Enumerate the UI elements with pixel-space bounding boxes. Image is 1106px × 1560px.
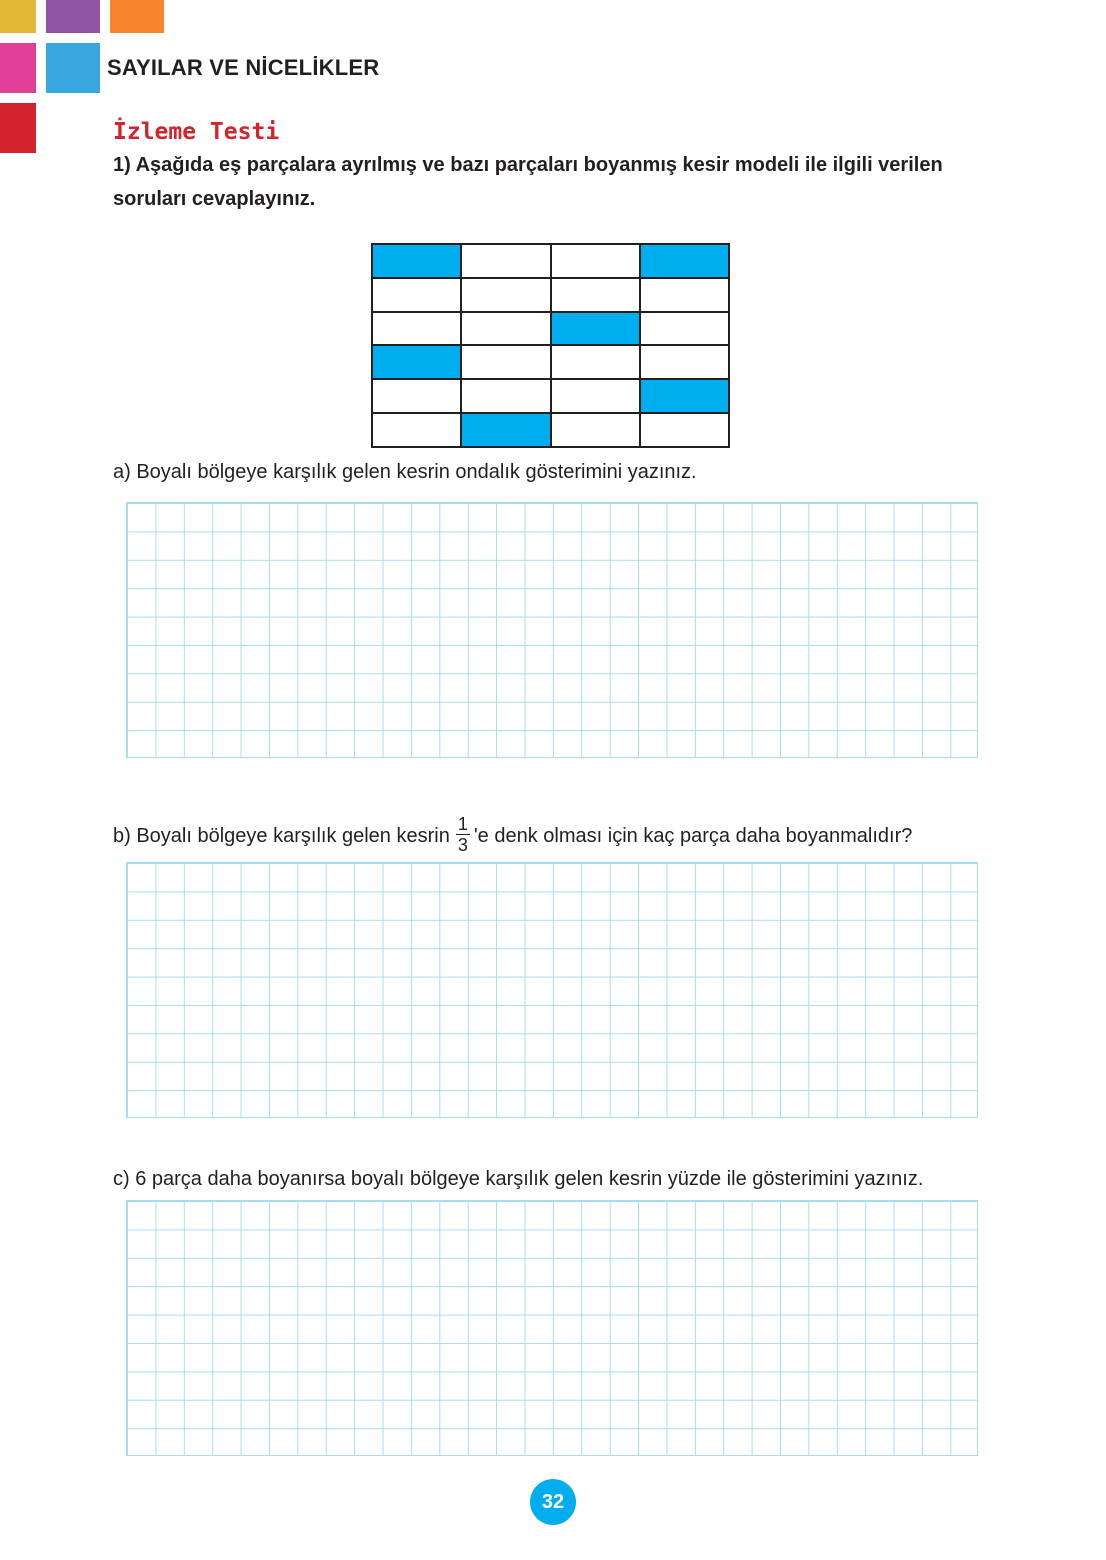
model-cell-shaded xyxy=(640,379,729,413)
model-cell xyxy=(461,379,550,413)
deco-square-yellow xyxy=(0,0,36,33)
deco-square-red xyxy=(0,103,36,153)
deco-square-blue xyxy=(46,43,100,93)
model-cell xyxy=(551,379,640,413)
fraction-one-third xyxy=(456,815,470,854)
model-cell xyxy=(372,413,461,447)
model-cell xyxy=(551,278,640,312)
fraction-numerator: 1 xyxy=(457,814,468,834)
model-cell xyxy=(640,312,729,346)
model-cell xyxy=(461,345,550,379)
answer-grid-b[interactable] xyxy=(126,862,978,1118)
model-cell xyxy=(551,244,640,278)
question-1-text: 1) Aşağıda eş parçalara ayrılmış ve bazı parçaları boyanmış kesir modeli ile ilgili verilen soruları cevaplayınız. xyxy=(113,154,943,210)
model-cell-shaded xyxy=(372,345,461,379)
model-cell-shaded xyxy=(461,413,550,447)
deco-square-pink xyxy=(0,43,36,93)
part-b-text-before: b) Boyalı bölgeye karşılık gelen kesrin xyxy=(113,824,450,847)
page-header-title: SAYILAR VE NİCELİKLER xyxy=(107,55,380,80)
model-cell xyxy=(551,345,640,379)
model-cell xyxy=(372,278,461,312)
section-title: İzleme Testi xyxy=(113,119,280,145)
part-c-text: c) 6 parça daha boyanırsa boyalı bölgeye karşılık gelen kesrin yüzde ile gösterimini yazınız. xyxy=(113,1168,924,1190)
model-cell xyxy=(640,345,729,379)
deco-square-orange xyxy=(110,0,164,33)
deco-square-purple xyxy=(46,0,100,33)
answer-grid-c[interactable] xyxy=(126,1200,978,1456)
model-cell xyxy=(461,278,550,312)
model-cell-shaded xyxy=(551,312,640,346)
model-cell xyxy=(372,379,461,413)
model-cell xyxy=(640,278,729,312)
model-cell xyxy=(372,312,461,346)
model-cell xyxy=(461,244,550,278)
part-a-text: a) Boyalı bölgeye karşılık gelen kesrin ondalık gösterimini yazınız. xyxy=(113,461,697,483)
model-cell xyxy=(551,413,640,447)
answer-grid-a[interactable] xyxy=(126,502,978,758)
model-cell xyxy=(461,312,550,346)
fraction-model xyxy=(371,243,730,448)
fraction-denominator: 3 xyxy=(457,835,468,855)
page-number: 32 xyxy=(530,1479,576,1525)
model-cell-shaded xyxy=(640,244,729,278)
part-b-text-after: 'e denk olması için kaç parça daha boyanmalıdır? xyxy=(473,824,913,847)
part-b-text xyxy=(113,814,913,856)
model-cell-shaded xyxy=(372,244,461,278)
model-cell xyxy=(640,413,729,447)
